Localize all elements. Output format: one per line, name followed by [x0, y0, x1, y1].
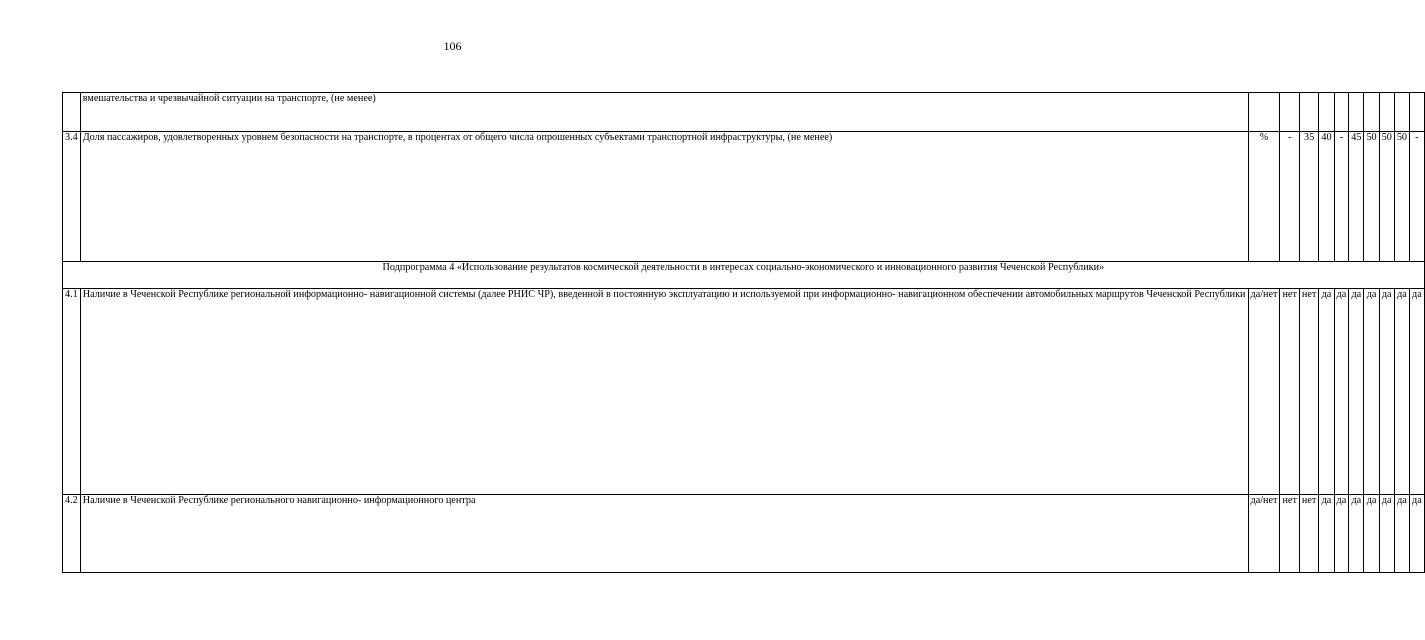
value-cell: нет [1280, 495, 1299, 573]
value-cell [1299, 93, 1318, 132]
value-cell: да [1364, 495, 1379, 573]
indicator-name: Доля пассажиров, удовлетворенных уровнем безопасности на транспорте, в процентах от общего числа опрошенных субъектами транспортной инфраструктуры, (не менее) [80, 132, 1248, 262]
value-cell: 35 [1299, 132, 1318, 262]
value-cell: да [1394, 495, 1409, 573]
unit-cell [1248, 93, 1280, 132]
indicator-name: вмешательства и чрезвычайной ситуации на транспорте, (не менее) [80, 93, 1248, 132]
table-row [63, 289, 1425, 495]
indicator-name: Наличие в Чеченской Республике регионального навигационно- информационного центра [80, 495, 1248, 573]
value-cell: да [1410, 495, 1425, 573]
value-cell: да [1349, 289, 1364, 495]
value-cell: 50 [1394, 132, 1409, 262]
value-cell: да [1334, 495, 1349, 573]
row-number: 3.4 [63, 132, 81, 262]
table-row [63, 93, 1425, 132]
value-cell: нет [1299, 289, 1318, 495]
value-cell: да [1379, 495, 1394, 573]
indicator-name: Наличие в Чеченской Республике региональной информационно- навигационной системы (далее РНИС ЧР), введенной в постоянную эксплуатацию и используемой при информационно- навигационном обеспечении автомобильных маршрутов Чеченской Республики [80, 289, 1248, 495]
subprogram-row [63, 262, 1425, 289]
value-cell [1410, 93, 1425, 132]
value-cell: нет [1280, 289, 1299, 495]
value-cell: 45 [1349, 132, 1364, 262]
value-cell: да [1410, 289, 1425, 495]
value-cell [1334, 93, 1349, 132]
indicators-table [62, 92, 1425, 573]
value-cell: да [1394, 289, 1409, 495]
value-cell [1280, 93, 1299, 132]
value-cell [1319, 93, 1334, 132]
subprogram-title: Подпрограмма 4 «Использование результатов космической деятельности в интересах социально-экономического и инновационного развития Чеченской Республики» [63, 262, 1425, 289]
value-cell: - [1280, 132, 1299, 262]
value-cell: 50 [1364, 132, 1379, 262]
value-cell: да [1379, 289, 1394, 495]
value-cell [1349, 93, 1364, 132]
value-cell: да [1319, 289, 1334, 495]
value-cell: да [1364, 289, 1379, 495]
value-cell: да [1349, 495, 1364, 573]
value-cell [1394, 93, 1409, 132]
page-number: 106 [443, 39, 462, 53]
unit-cell: % [1248, 132, 1280, 262]
row-number [63, 93, 81, 132]
value-cell [1364, 93, 1379, 132]
unit-cell: да/нет [1248, 289, 1280, 495]
value-cell: да [1334, 289, 1349, 495]
table-row [63, 495, 1425, 573]
row-number: 4.1 [63, 289, 81, 495]
value-cell: 50 [1379, 132, 1394, 262]
value-cell [1379, 93, 1394, 132]
value-cell: нет [1299, 495, 1318, 573]
value-cell: 40 [1319, 132, 1334, 262]
unit-cell: да/нет [1248, 495, 1280, 573]
value-cell: - [1334, 132, 1349, 262]
value-cell: - [1410, 132, 1425, 262]
value-cell: да [1319, 495, 1334, 573]
table-row [63, 132, 1425, 262]
row-number: 4.2 [63, 495, 81, 573]
